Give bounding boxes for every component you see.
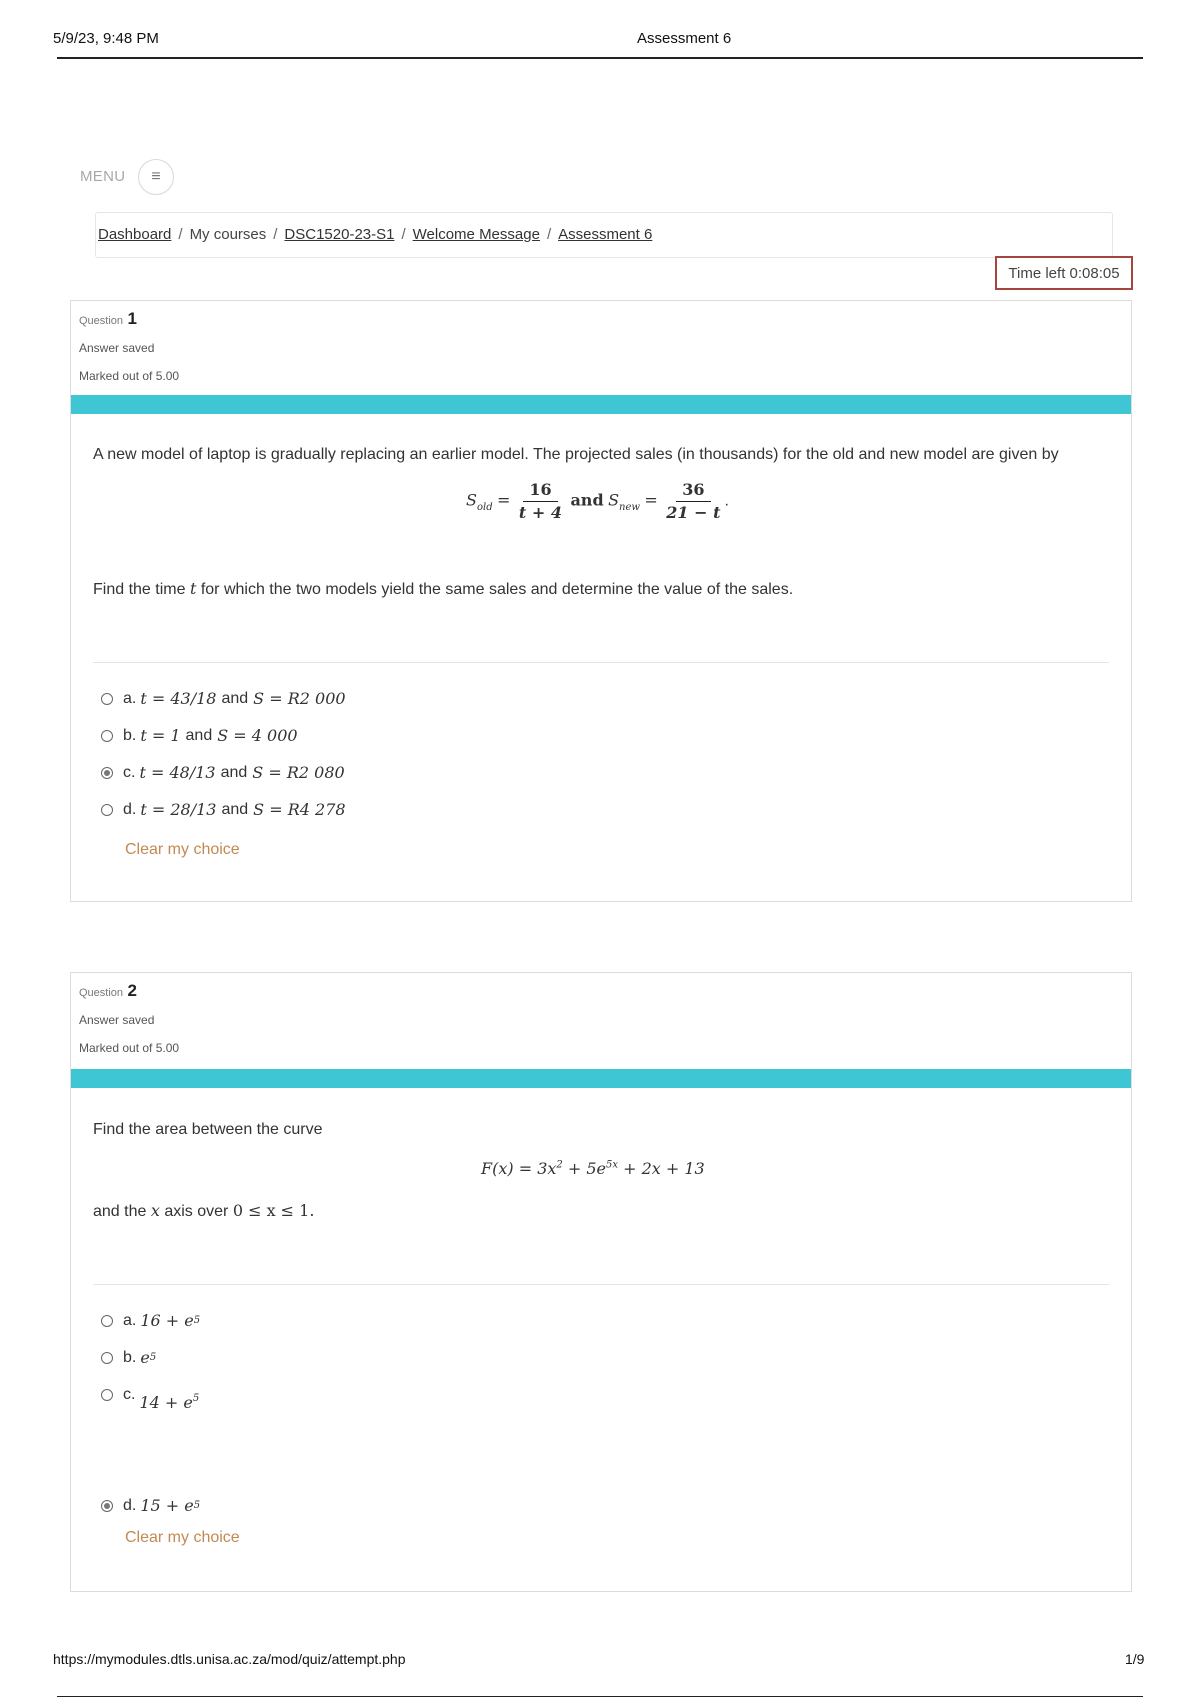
question-card-1 <box>70 300 1132 902</box>
option-value: t = 28/13 <box>140 800 217 819</box>
option-letter: c. <box>123 763 136 781</box>
answer-option-b[interactable] <box>101 1348 156 1367</box>
footer-rule <box>57 1696 1143 1697</box>
option-value: S = 4 000 <box>217 726 298 745</box>
header-rule <box>57 57 1143 59</box>
option-value: t = 1 <box>140 726 181 745</box>
interval: 0 ≤ x ≤ 1. <box>232 1201 315 1220</box>
question-marks: Marked out of 5.00 <box>79 1041 180 1055</box>
option-letter: b. <box>123 1348 137 1366</box>
s-new-subscript: new <box>619 501 640 513</box>
question-state: Answer saved <box>79 1013 155 1027</box>
variable-x: x <box>150 1201 160 1220</box>
answer-divider <box>93 662 1109 663</box>
radio-button[interactable] <box>101 693 113 705</box>
area-formula <box>481 1159 705 1178</box>
option-letter: d. <box>123 1496 137 1514</box>
and-word: and <box>570 490 604 510</box>
instruction-text: and the <box>93 1203 147 1220</box>
question-info <box>79 309 137 329</box>
instruction-text: Find the time <box>93 581 186 598</box>
answer-divider <box>93 1284 1109 1285</box>
instruction-text: axis over <box>164 1203 229 1220</box>
answer-option-d[interactable] <box>101 1496 200 1515</box>
formula-part: + 2x + 13 <box>618 1159 705 1178</box>
radio-button-selected[interactable] <box>101 767 113 779</box>
radio-button[interactable] <box>101 730 113 742</box>
s-old-subscript: old <box>476 501 493 513</box>
question-marks: Marked out of 5.00 <box>79 369 180 383</box>
breadcrumb-dashboard[interactable]: Dashboard <box>98 226 172 243</box>
fraction-numerator: 16 <box>523 479 557 502</box>
fraction-old <box>519 479 562 524</box>
question-banner <box>71 395 1131 414</box>
question-number: 1 <box>127 309 137 328</box>
option-value: 14 + e <box>139 1393 193 1412</box>
menu-label: MENU <box>80 168 126 185</box>
option-and: and <box>221 689 249 707</box>
question-instruction <box>93 579 793 599</box>
fraction-new <box>666 479 720 524</box>
hamburger-icon: ≡ <box>151 168 161 185</box>
option-value: S = R2 080 <box>252 763 345 782</box>
answer-option-c[interactable] <box>101 763 345 782</box>
question-state: Answer saved <box>79 341 155 355</box>
option-value: S = R4 278 <box>253 800 346 819</box>
option-and: and <box>221 800 249 818</box>
formula-exponent: 2 <box>556 1159 563 1171</box>
option-letter: a. <box>123 689 137 707</box>
variable-t: t <box>189 579 197 598</box>
radio-button[interactable] <box>101 804 113 816</box>
radio-button[interactable] <box>101 1352 113 1364</box>
radio-button[interactable] <box>101 1315 113 1327</box>
option-letter: d. <box>123 800 137 818</box>
option-and: and <box>220 763 248 781</box>
option-value: t = 43/18 <box>140 689 217 708</box>
option-exponent: 5 <box>193 1500 201 1511</box>
s-new-symbol: S <box>608 490 620 510</box>
equals-sign: = <box>644 490 658 510</box>
option-value: e <box>140 1348 150 1367</box>
fraction-denominator: 21 − t <box>666 503 721 522</box>
breadcrumb-separator: / <box>178 226 183 243</box>
question-info <box>79 981 137 1001</box>
option-value: S = R2 000 <box>253 689 346 708</box>
answer-option-b[interactable] <box>101 726 298 745</box>
question-label: Question <box>79 987 124 999</box>
question-text: A new model of laptop is gradually replacing an earlier model. The projected sales (in thousands) for the old and new model are given by <box>93 446 1059 463</box>
sales-formula: $S_{old}$ = $\frac{16}{t + 4}$ and $S_{new}$ = $\frac{36}{21 - t}$ . <box>466 480 729 522</box>
answer-option-d[interactable] <box>101 800 346 819</box>
formula-part: F(x) = 3x <box>481 1159 557 1178</box>
clear-choice-link[interactable]: Clear my choice <box>125 841 240 858</box>
menu-button[interactable] <box>138 159 174 195</box>
answer-option-a[interactable] <box>101 1311 200 1330</box>
question-card-2 <box>70 972 1132 1592</box>
option-value: 15 + e <box>140 1496 194 1515</box>
breadcrumb-assessment[interactable]: Assessment 6 <box>558 226 653 243</box>
breadcrumb-separator: / <box>546 226 552 243</box>
breadcrumb-course[interactable]: DSC1520-23-S1 <box>284 226 395 243</box>
breadcrumb-my-courses[interactable]: My courses <box>189 226 267 243</box>
question-instruction <box>93 1201 314 1221</box>
fraction-denominator: t + 4 <box>518 503 562 522</box>
equals-sign: = <box>497 490 511 510</box>
clear-choice-link[interactable]: Clear my choice <box>125 1529 240 1546</box>
print-date: 5/9/23, 9:48 PM <box>53 30 159 47</box>
formula-exponent: 5x <box>606 1159 619 1171</box>
instruction-text: for which the two models yield the same sales and determine the value of the sales. <box>200 581 794 598</box>
fraction-numerator: 36 <box>676 479 710 502</box>
breadcrumb-separator: / <box>401 226 406 243</box>
quiz-timer: Time left 0:08:05 <box>995 256 1133 290</box>
question-label: Question <box>79 315 124 327</box>
option-exponent: 5 <box>192 1393 200 1404</box>
option-letter: a. <box>123 1311 137 1329</box>
option-exponent: 5 <box>149 1352 157 1363</box>
option-value: 16 + e <box>140 1311 194 1330</box>
option-letter: b. <box>123 726 137 744</box>
radio-button[interactable] <box>101 1389 113 1401</box>
question-number: 2 <box>127 981 137 1000</box>
breadcrumb <box>95 212 1113 258</box>
option-and: and <box>185 726 213 744</box>
answer-option-c[interactable] <box>101 1385 200 1412</box>
question-banner <box>71 1069 1131 1088</box>
print-title: Assessment 6 <box>637 30 732 47</box>
print-url: https://mymodules.dtls.unisa.ac.za/mod/quiz/attempt.php <box>53 1651 406 1667</box>
radio-button-selected[interactable] <box>101 1500 113 1512</box>
option-value: t = 48/13 <box>139 763 216 782</box>
s-old-symbol: S <box>466 490 477 510</box>
breadcrumb-separator: / <box>273 226 278 243</box>
question-text: Find the area between the curve <box>93 1121 323 1138</box>
print-page-number: 1/9 <box>1125 1651 1145 1667</box>
formula-part: + 5e <box>562 1159 606 1178</box>
option-letter: c. <box>123 1385 136 1403</box>
option-exponent: 5 <box>193 1315 201 1326</box>
answer-option-a[interactable] <box>101 689 346 708</box>
breadcrumb-welcome[interactable]: Welcome Message <box>412 226 540 243</box>
